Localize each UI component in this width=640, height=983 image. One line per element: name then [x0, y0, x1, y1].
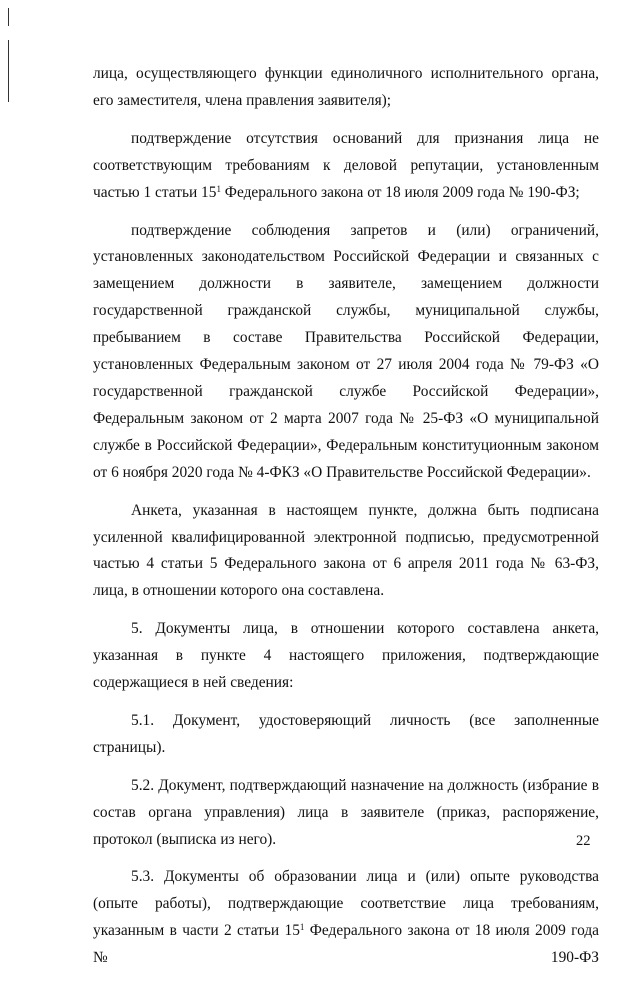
paragraph: Анкета, указанная в настоящем пункте, должна быть подписана усиленной квалифицированной электронной подписью, предусмотренной частью 4 статьи 5 Федерального закона от 6 апреля 2011 года № 63-ФЗ, лица, в отношении которого она составлена. [93, 501, 599, 600]
margin-mark [8, 40, 9, 102]
paragraph: 5.1. Документ, удостоверяющий личность (все заполненные страницы). [93, 711, 599, 756]
page-number: 22 [576, 833, 591, 849]
paragraph: лица, осуществляющего функции единоличного исполнительного органа, его заместителя, члена правления заявителя); [93, 65, 599, 109]
paragraph: 5.2. Документ, подтверждающий назначение на должность (избрание в состав органа управления) лица в заявителе (приказ, распоряжение, протокол (выписка из него). [93, 776, 599, 848]
paragraph: подтверждение соблюдения запретов и (или) ограничений, установленных законодательством Российской Федерации и связанных с замещением должности в заявителе, замещением должности государственной гражданской службы, муниципальной службы, пребыванием в составе Правительства Российской Федерации, установленных Федеральным законом от 27 июля 2004 года № 79-ФЗ «О государственной гражданской службе Российской Федерации», Федеральным законом от 2 марта 2007 года № 25-ФЗ «О муниципальной службе в Российской Федерации», Федеральным конституционным законом от 6 ноября 2020 года № 4-ФКЗ «О Правительстве Российской Федерации». [93, 221, 599, 481]
paragraph: 5.3. Документы об образовании лица и (или) опыте руководства (опыте работы), подтверждающие соответствие лица требованиям, указанным в части 2 статьи $15^1$ Федерального закона от 18 июля 2009 года № 190-ФЗ [93, 868, 599, 967]
margin-mark-top [8, 8, 9, 26]
paragraph: 5. Документы лица, в отношении которого составлена анкета, указанная в пункте 4 настоящего приложения, подтверждающие содержащиеся в ней сведения: [93, 620, 599, 692]
paragraph: подтверждение отсутствия оснований для признания лица не соответствующим требованиям к деловой репутации, установленным частью 1 статьи $15^1$ Федерального закона от 18 июля 2009 года № 190-ФЗ; [93, 129, 599, 201]
document-body [93, 61, 599, 983]
